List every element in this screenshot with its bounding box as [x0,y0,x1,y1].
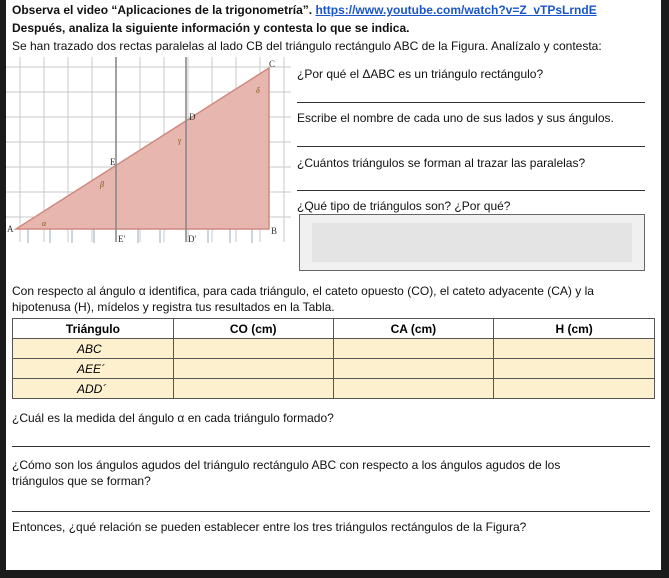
answer-line[interactable] [297,190,645,191]
label-e-prime: E' [118,234,126,244]
answer-line[interactable] [297,146,645,147]
angle-delta-label: δ [256,86,260,95]
co-cell[interactable] [173,359,333,379]
question-triangle-count: ¿Cuántos triángulos se forman al trazar las paralelas? [297,156,586,170]
intro-text: Observa el video “Aplicaciones de la trigonometría”. [12,3,316,17]
ca-cell[interactable] [333,339,494,359]
triangle-name: AEE´ [13,359,174,379]
angle-gamma-label: γ [178,136,182,145]
question-acute-angles-2: triángulos que se forman? [12,474,151,488]
triangle-name: ADD´ [13,379,174,399]
co-cell[interactable] [173,379,333,399]
question-triangle-type: ¿Qué tipo de triángulos son? ¿Por qué? [297,199,511,213]
question-right-triangle: ¿Por qué el ΔABC es un triángulo rectángulo? [297,67,544,81]
answer-line[interactable] [12,511,650,512]
worksheet-page [6,0,661,570]
header-h: H (cm) [494,319,655,339]
label-c: C [269,59,276,69]
header-co: CO (cm) [173,319,333,339]
table-header-row [13,319,655,339]
table-row [13,339,655,359]
label-a: A [7,224,14,234]
h-cell[interactable] [494,379,655,399]
triangle-figure [6,57,291,257]
answer-line[interactable] [12,446,650,447]
answer-box-inner [312,223,632,262]
angle-alpha-label: α [42,219,47,228]
label-b: B [271,226,278,236]
label-d-prime: D' [188,234,197,244]
intro-line [12,3,597,17]
h-cell[interactable] [494,339,655,359]
label-e: E [110,157,116,167]
question-sides-angles: Escribe el nombre de cada uno de sus lados y sus ángulos. [297,111,614,125]
instruction-line: Después, analiza la siguiente información y contesta lo que se indica. [12,21,410,35]
header-ca: CA (cm) [333,319,494,339]
label-d: D [189,112,196,122]
ca-cell[interactable] [333,379,494,399]
video-link[interactable]: https://www.youtube.com/watch?v=Z_vTPsLrndE [315,3,597,17]
co-cell[interactable] [173,339,333,359]
header-triangle: Triángulo [13,319,174,339]
figure-description: Se han trazado dos rectas paralelas al lado CB del triángulo rectángulo ABC de la Figura. Analízalo y contesta: [12,39,602,53]
table-row [13,359,655,379]
table-row [13,379,655,399]
ca-cell[interactable] [333,359,494,379]
question-angle-measure: ¿Cuál es la medida del ángulo α en cada triángulo formado? [12,411,334,425]
results-table [12,318,655,399]
answer-line[interactable] [297,102,645,103]
h-cell[interactable] [494,359,655,379]
table-instruction-1: Con respecto al ángulo α identifica, para cada triángulo, el cateto opuesto (CO), el cateto adyacente (CA) y la [12,284,594,298]
question-acute-angles-1: ¿Cómo son los ángulos agudos del triángulo rectángulo ABC con respecto a los ángulos agudos de los [12,458,561,472]
angle-beta-label: β [100,180,104,189]
answer-box[interactable] [299,214,645,271]
triangle-name: ABC [13,339,174,359]
question-relationship: Entonces, ¿qué relación se pueden establecer entre los tres triángulos rectángulos de la Figura? [12,520,527,534]
table-instruction-2: hipotenusa (H), mídelos y registra tus resultados en la Tabla. [12,300,335,314]
